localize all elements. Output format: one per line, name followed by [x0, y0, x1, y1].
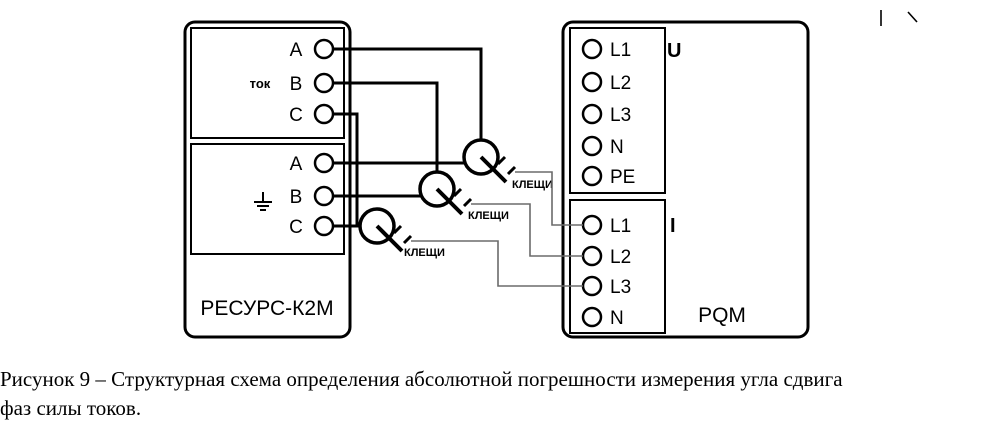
- clamp-3-jaw-b: [404, 236, 411, 243]
- right-terminal-i-l3[interactable]: [583, 277, 601, 295]
- left-device-body: [185, 22, 350, 337]
- clamp-1[interactable]: [464, 140, 553, 191]
- left-terminal-upper-a[interactable]: [315, 40, 333, 58]
- right-terminal-u-l1-label: L1: [610, 40, 632, 61]
- left-terminal-lower-b[interactable]: [315, 187, 333, 205]
- clamp-3-label: КЛЕЩИ: [404, 247, 445, 259]
- figure-caption-line-1: Рисунок 9 – Структурная схема определения абсолютной погрешности измерения угла сдвига: [0, 367, 843, 391]
- left-terminal-lower-a[interactable]: [315, 154, 333, 172]
- left-terminal-lower-a-label: A: [289, 154, 303, 175]
- right-terminal-u-n[interactable]: [583, 137, 601, 155]
- left-terminal-upper-b-label: B: [289, 74, 303, 95]
- figure-caption: [0, 365, 1007, 423]
- right-terminal-u-l3-label: L3: [610, 105, 632, 126]
- clamp-2-label: КЛЕЩИ: [468, 210, 509, 222]
- earth-ground-icon: [254, 192, 272, 210]
- right-terminal-i-l3-label: L3: [610, 277, 632, 298]
- right-terminal-i-n-label: N: [610, 308, 624, 329]
- current-loop-wires: [333, 49, 481, 226]
- right-terminal-u-l2[interactable]: [583, 73, 601, 91]
- right-terminal-u-pe[interactable]: [583, 167, 601, 185]
- right-device-current-group-label: I: [670, 215, 676, 237]
- left-device-current-group-label: ток: [249, 76, 271, 91]
- right-terminal-u-l3[interactable]: [583, 105, 601, 123]
- left-terminal-upper-b[interactable]: [315, 74, 333, 92]
- right-terminal-i-l2[interactable]: [583, 247, 601, 265]
- right-device-name: PQM: [698, 304, 746, 327]
- clamp-1-label: КЛЕЩИ: [512, 179, 553, 191]
- right-terminal-u-l1[interactable]: [583, 40, 601, 58]
- clamp-3[interactable]: [360, 209, 445, 259]
- left-terminal-lower-c[interactable]: [315, 217, 333, 235]
- right-terminal-i-n[interactable]: [583, 308, 601, 326]
- scan-artifacts: [881, 10, 917, 26]
- right-terminal-i-l2-label: L2: [610, 247, 632, 268]
- right-terminal-u-pe-label: PE: [610, 167, 636, 188]
- right-terminal-u-l2-label: L2: [610, 73, 632, 94]
- right-terminal-i-l1[interactable]: [583, 216, 601, 234]
- clamp-1-jaw-b: [508, 167, 515, 174]
- left-device-name: РЕСУРС-К2М: [200, 297, 334, 320]
- scan-artifact-2: [908, 12, 917, 22]
- left-terminal-lower-c-label: C: [289, 217, 303, 238]
- clamp-2-jaw-b: [464, 199, 471, 206]
- right-terminal-u-n-label: N: [610, 137, 624, 158]
- figure-caption-line-2: фаз силы токов.: [0, 396, 142, 420]
- left-terminal-lower-b-label: B: [289, 187, 303, 208]
- left-terminal-upper-c[interactable]: [315, 105, 333, 123]
- right-terminal-i-l1-label: L1: [610, 216, 632, 237]
- left-terminal-upper-a-label: A: [289, 40, 303, 61]
- right-device-voltage-group-label: U: [667, 40, 682, 62]
- left-terminal-upper-c-label: C: [289, 105, 303, 126]
- clamp-2[interactable]: [420, 172, 509, 222]
